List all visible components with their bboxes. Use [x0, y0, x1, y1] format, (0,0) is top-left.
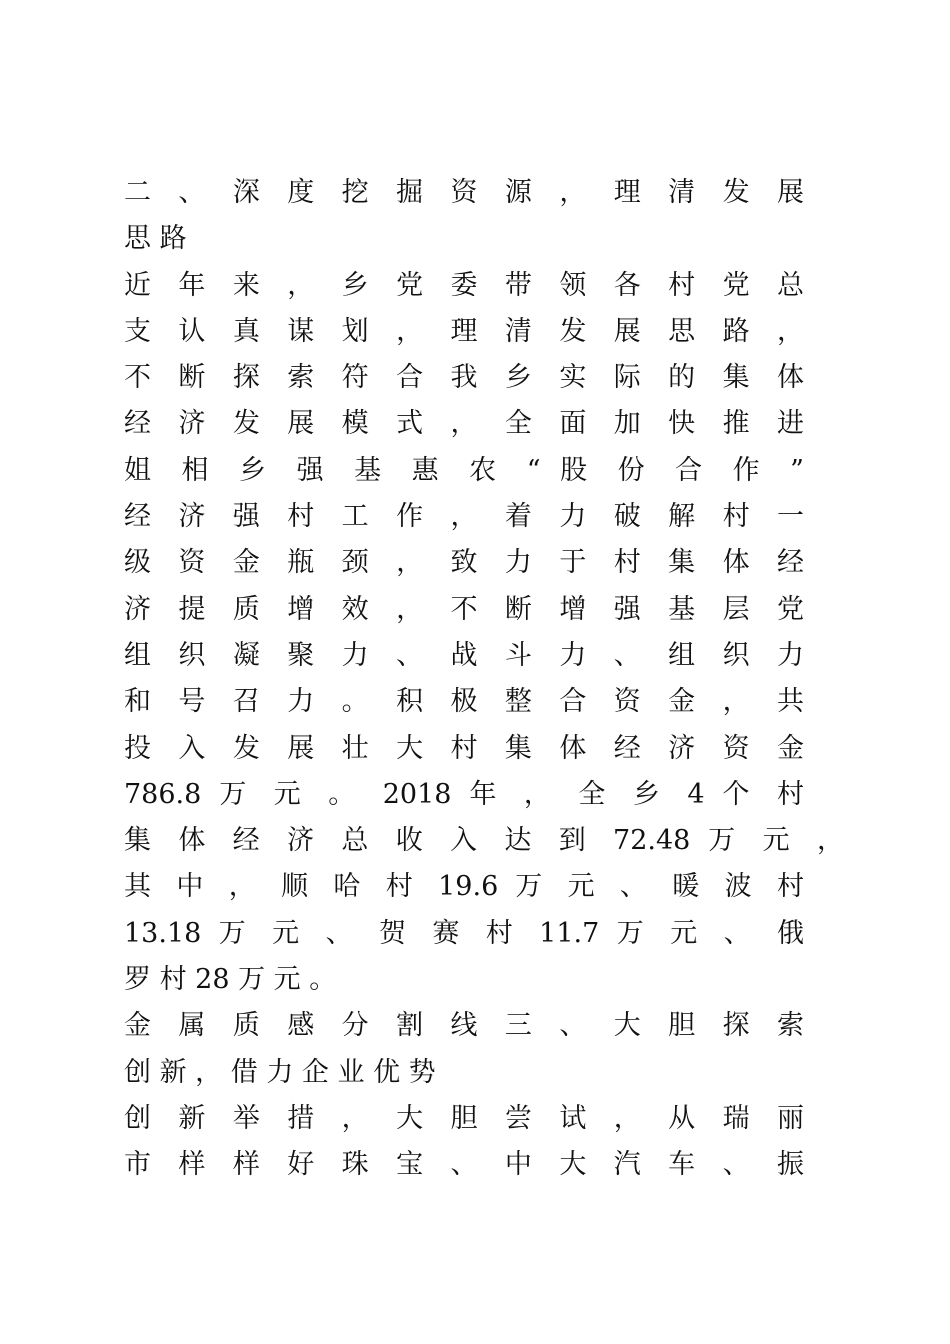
paragraph-line: 其 中 ， 顺 哈 村 19.6 万 元 、 暖 波 村 [124, 871, 804, 903]
paragraph-line: 创 新 举 措 ， 大 胆 尝 试 ， 从 瑞 丽 [124, 1102, 804, 1134]
paragraph-line: 786.8 万 元 。 2018 年 ， 全 乡 4 个 村 [124, 778, 805, 810]
paragraph-line: 集 体 经 济 总 收 入 达 到 72.48 万 元 ， [124, 825, 844, 857]
document-body [124, 170, 844, 1189]
paragraph-line: 13.18 万 元 、 贺 赛 村 11.7 万 元 、 俄 [124, 917, 804, 949]
paragraph-line: 罗 村 28 万 元 。 [124, 964, 337, 996]
paragraph-line: 不 断 探 索 符 合 我 乡 实 际 的 集 体 [124, 362, 804, 394]
section-heading-line-1: 二 、 深 度 挖 掘 资 源 ， 理 清 发 展 [124, 177, 804, 208]
paragraph-line: 经 济 发 展 模 式 ， 全 面 加 快 推 进 [124, 408, 804, 440]
section-heading-line-2: 思 路 [124, 223, 187, 255]
section-heading-line-2: 创 新 ， 借 力 企 业 优 势 [124, 1056, 436, 1088]
paragraph-line: 和 号 召 力 。 积 极 整 合 资 金 ， 共 [124, 686, 804, 718]
paragraph-line: 级 资 金 瓶 颈 ， 致 力 于 村 集 体 经 [124, 547, 804, 579]
paragraph-line: 组 织 凝 聚 力 、 战 斗 力 、 组 织 力 [124, 639, 804, 671]
paragraph-line: 市 样 样 好 珠 宝 、 中 大 汽 车 、 振 [124, 1149, 804, 1181]
paragraph-line: 姐 相 乡 强 基 惠 农 “ 股 份 合 作 ” [124, 454, 804, 486]
section-heading-line-1: 金 属 质 感 分 割 线 三 、 大 胆 探 索 [124, 1010, 804, 1042]
paragraph-line: 经 济 强 村 工 作 ， 着 力 破 解 村 一 [124, 501, 804, 533]
paragraph-line: 近 年 来 ， 乡 党 委 带 领 各 村 党 总 [124, 269, 804, 301]
paragraph-line: 济 提 质 增 效 ， 不 断 增 强 基 层 党 [124, 593, 804, 625]
paragraph-line: 投 入 发 展 壮 大 村 集 体 经 济 资 金 [124, 732, 804, 764]
paragraph-line: 支 认 真 谋 划 ， 理 清 发 展 思 路 ， [124, 315, 804, 347]
